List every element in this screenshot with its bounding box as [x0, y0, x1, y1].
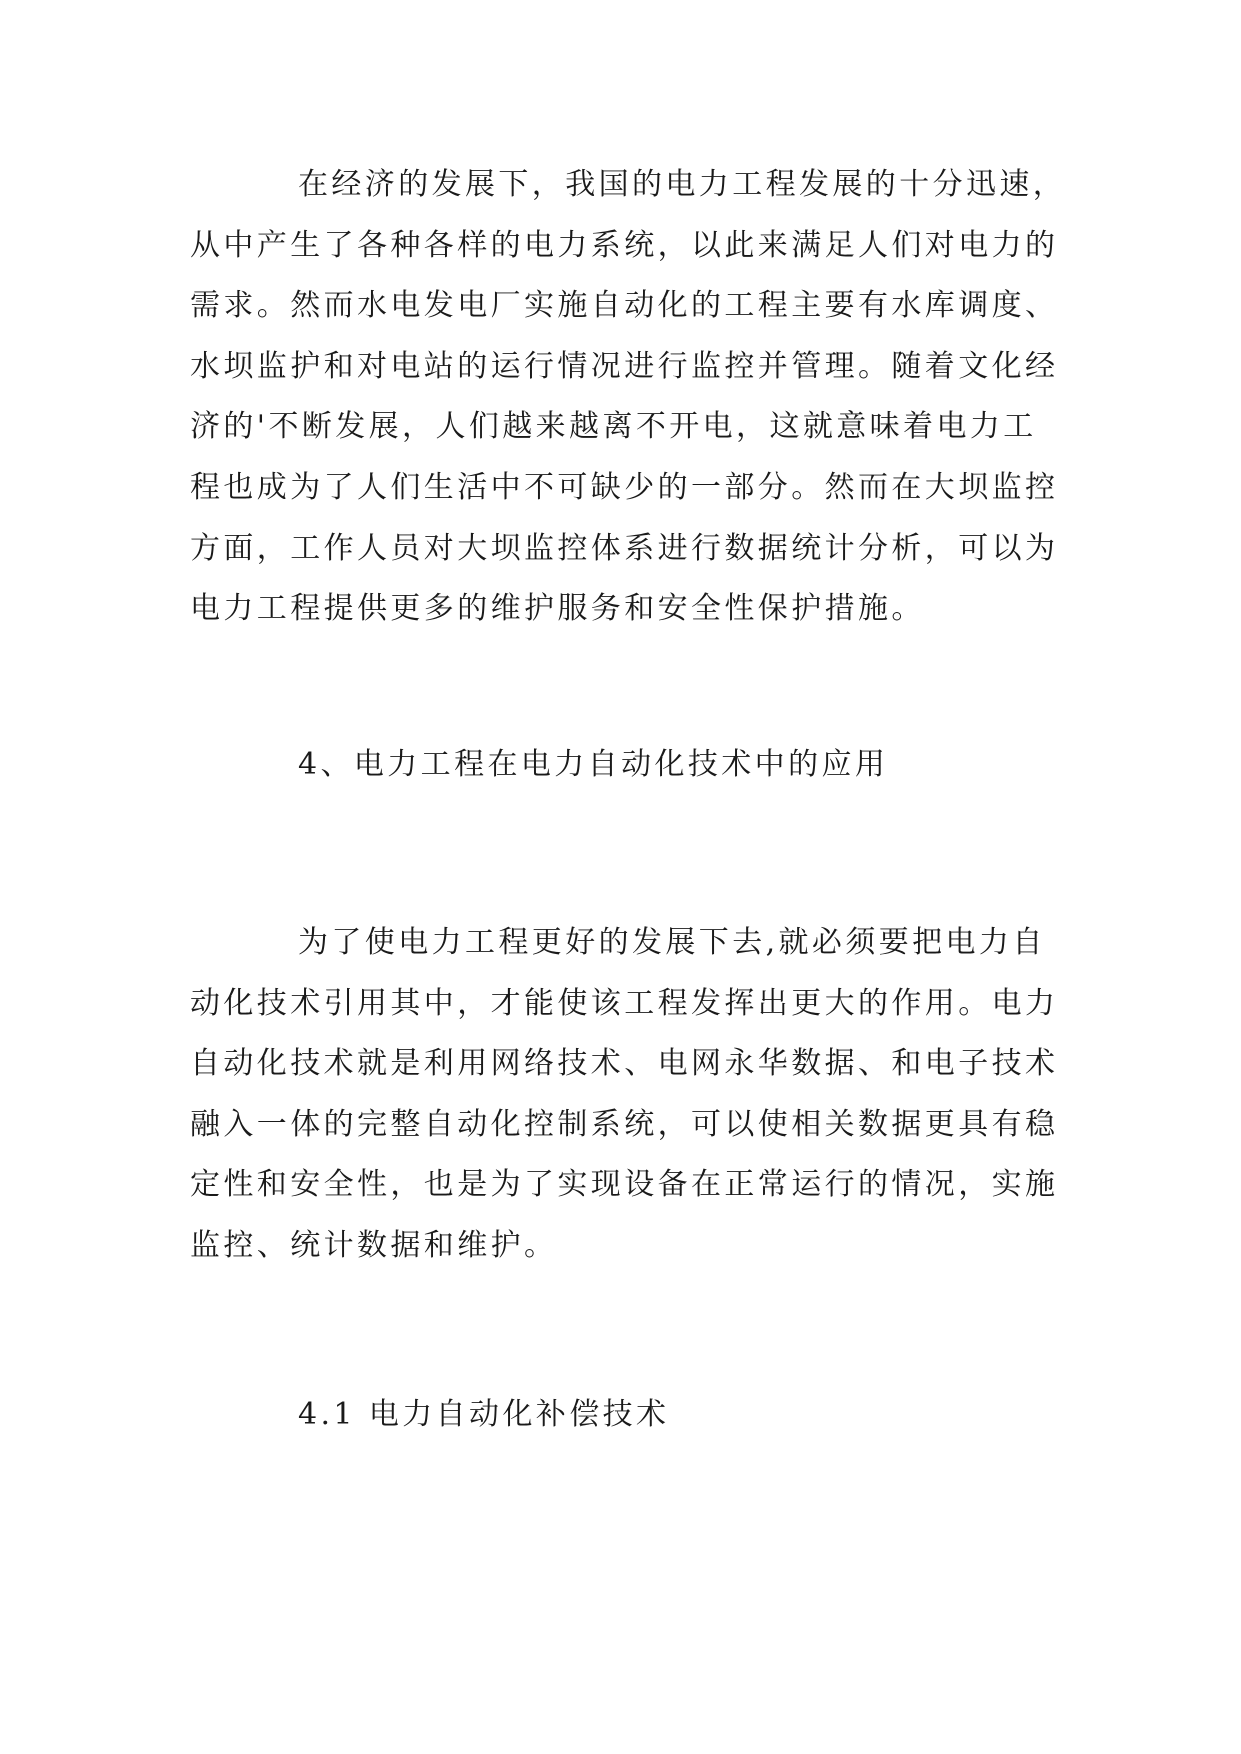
text-line: 程也成为了人们生活中不可缺少的一部分。然而在大坝监控 — [190, 469, 1059, 505]
text-line: 从中产生了各种各样的电力系统，以此来满足人们对电力的 — [190, 227, 1059, 263]
text-line: 方面，工作人员对大坝监控体系进行数据统计分析，可以为 — [190, 530, 1059, 566]
text-line: 监控、统计数据和维护。 — [190, 1227, 558, 1263]
body-paragraph-2 — [190, 913, 1059, 1277]
text-line: 融入一体的完整自动化控制系统，可以使相关数据更具有稳 — [190, 1106, 1059, 1142]
text-line: 动化技术引用其中，才能使该工程发挥出更大的作用。电力 — [190, 985, 1059, 1021]
text-line: 水坝监护和对电站的运行情况进行监控并管理。随着文化经 — [190, 348, 1059, 384]
section-heading-4-1: 4.1 电力自动化补偿技术 — [298, 1397, 670, 1432]
body-paragraph-1 — [190, 155, 1067, 640]
text-line: 需求。然而水电发电厂实施自动化的工程主要有水库调度、 — [190, 288, 1059, 324]
text-line: 在经济的发展下，我国的电力工程发展的十分迅速， — [298, 167, 1067, 202]
section-heading-4: 4、电力工程在电力自动化技术中的应用 — [298, 747, 889, 782]
text-line: 电力工程提供更多的维护服务和安全性保护措施。 — [190, 591, 925, 627]
text-line: 济的'不断发展，人们越来越离不开电，这就意味着电力工 — [190, 409, 1037, 445]
text-line: 为了使电力工程更好的发展下去,就必须要把电力自 — [298, 925, 1046, 960]
text-line: 定性和安全性，也是为了实现设备在正常运行的情况，实施 — [190, 1167, 1059, 1203]
text-line: 自动化技术就是利用网络技术、电网永华数据、和电子技术 — [190, 1046, 1059, 1082]
